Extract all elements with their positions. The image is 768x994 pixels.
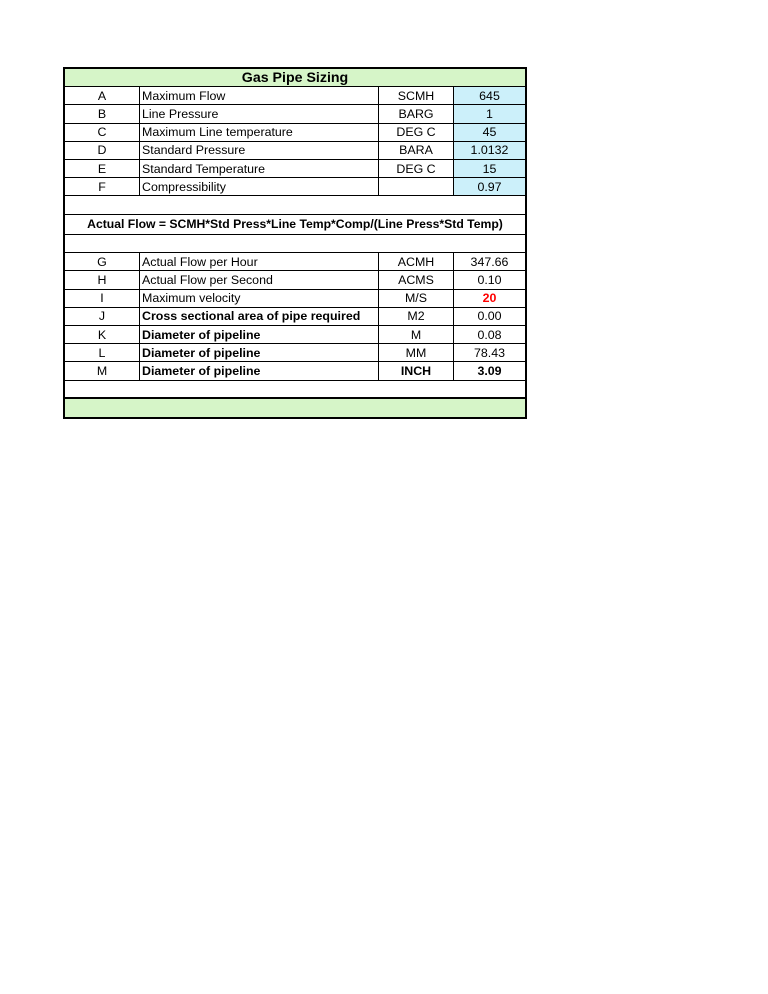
input-row-b: [65, 105, 525, 123]
row-unit: M: [379, 326, 454, 343]
row-unit: [379, 178, 454, 195]
result-row-k: [65, 326, 525, 344]
spacer-row: [65, 235, 525, 253]
row-id: C: [65, 124, 140, 141]
row-unit: ACMS: [379, 271, 454, 288]
cross-section-area-value: 0.00: [477, 309, 502, 324]
input-row-d: [65, 142, 525, 160]
row-id: K: [65, 326, 140, 343]
result-row-i: [65, 290, 525, 308]
row-unit: BARA: [379, 142, 454, 159]
input-row-f: [65, 178, 525, 196]
actual-flow-formula: Actual Flow = SCMH*Std Press*Line Temp*Comp/(Line Press*Std Temp): [87, 217, 503, 232]
row-id: A: [65, 87, 140, 104]
result-row-g: [65, 253, 525, 271]
diameter-inch-value: 3.09: [477, 363, 502, 378]
standard-pressure-input[interactable]: 1.0132: [454, 142, 525, 159]
row-id: F: [65, 178, 140, 195]
line-pressure-input[interactable]: 1: [454, 105, 525, 122]
row-description: Maximum velocity: [140, 290, 379, 307]
line-temperature-input[interactable]: 45: [454, 124, 525, 141]
input-row-c: [65, 124, 525, 142]
row-description: Diameter of pipeline: [140, 326, 379, 343]
actual-flow-hour-value: 347.66: [470, 254, 509, 269]
row-id: G: [65, 253, 140, 270]
standard-temperature-input[interactable]: 15: [454, 160, 525, 177]
footer-row: [65, 399, 525, 417]
row-description: Diameter of pipeline: [140, 362, 379, 379]
row-description: Actual Flow per Hour: [140, 253, 379, 270]
row-id: M: [65, 362, 140, 379]
row-unit: MM: [379, 344, 454, 361]
maximum-flow-input[interactable]: 645: [454, 87, 525, 104]
input-row-e: [65, 160, 525, 178]
title-row: [65, 69, 525, 87]
row-id: H: [65, 271, 140, 288]
gas-pipe-sizing-sheet: [63, 67, 527, 419]
row-description: Standard Temperature: [140, 160, 379, 177]
diameter-mm-value: 78.43: [473, 345, 505, 360]
maximum-velocity-input[interactable]: 20: [482, 291, 497, 306]
result-row-h: [65, 271, 525, 289]
row-unit: BARG: [379, 105, 454, 122]
row-id: L: [65, 344, 140, 361]
row-unit: M2: [379, 308, 454, 325]
row-id: J: [65, 308, 140, 325]
actual-flow-second-value: 0.10: [477, 272, 502, 287]
row-unit: ACMH: [379, 253, 454, 270]
result-row-j: [65, 308, 525, 326]
result-row-l: [65, 344, 525, 362]
row-unit: DEG C: [379, 160, 454, 177]
input-row-a: [65, 87, 525, 105]
spacer-row: [65, 196, 525, 214]
row-description: Actual Flow per Second: [140, 271, 379, 288]
compressibility-input[interactable]: 0.97: [454, 178, 525, 195]
row-description: Diameter of pipeline: [140, 344, 379, 361]
diameter-m-value: 0.08: [477, 327, 502, 342]
row-description: Compressibility: [140, 178, 379, 195]
row-description: Cross sectional area of pipe required: [140, 308, 379, 325]
spacer-row: [65, 381, 525, 399]
formula-row: [65, 215, 525, 236]
row-unit: M/S: [379, 290, 454, 307]
row-description: Standard Pressure: [140, 142, 379, 159]
row-id: D: [65, 142, 140, 159]
row-id: I: [65, 290, 140, 307]
sheet-title: Gas Pipe Sizing: [241, 69, 349, 86]
row-description: Line Pressure: [140, 105, 379, 122]
row-unit: SCMH: [379, 87, 454, 104]
row-description: Maximum Flow: [140, 87, 379, 104]
row-unit: INCH: [379, 362, 454, 379]
result-row-m: [65, 362, 525, 380]
row-id: E: [65, 160, 140, 177]
row-id: B: [65, 105, 140, 122]
row-description: Maximum Line temperature: [140, 124, 379, 141]
row-unit: DEG C: [379, 124, 454, 141]
